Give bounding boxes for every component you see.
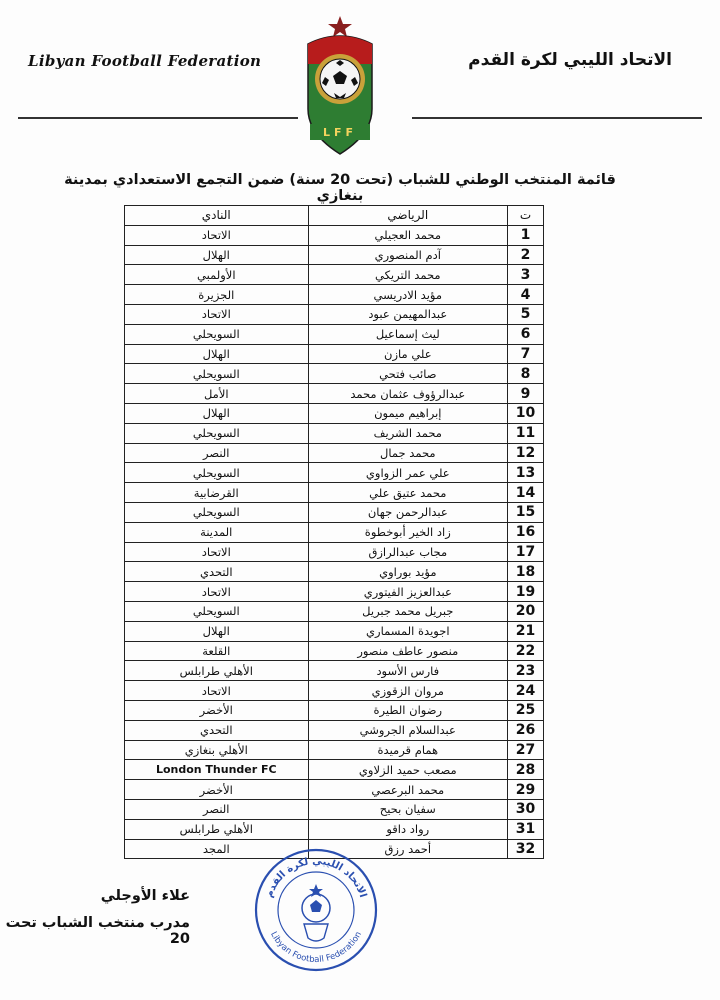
club-name: التحدي bbox=[125, 562, 309, 582]
table-row bbox=[125, 601, 544, 621]
club-name: الاتحاد bbox=[125, 225, 309, 245]
player-name: عبدالسلام الجروشي bbox=[308, 720, 507, 740]
club-name: الأخضر bbox=[125, 780, 309, 800]
row-number: 13 bbox=[508, 463, 544, 483]
player-name: أحمد رزق bbox=[308, 839, 507, 859]
table-row bbox=[125, 245, 544, 265]
row-number: 20 bbox=[508, 601, 544, 621]
player-name: رواد داقو bbox=[308, 819, 507, 839]
row-number: 23 bbox=[508, 661, 544, 681]
table-row bbox=[125, 384, 544, 404]
player-name: رضوان الطيرة bbox=[308, 700, 507, 720]
player-name: عبدالعزيز الفيتوري bbox=[308, 582, 507, 602]
club-name: النصر bbox=[125, 443, 309, 463]
row-number: 2 bbox=[508, 245, 544, 265]
table-row bbox=[125, 225, 544, 245]
row-number: 16 bbox=[508, 522, 544, 542]
player-name: محمد عتيق علي bbox=[308, 483, 507, 503]
club-name: التحدي bbox=[125, 720, 309, 740]
table-row bbox=[125, 661, 544, 681]
row-number: 19 bbox=[508, 582, 544, 602]
table-row bbox=[125, 364, 544, 384]
club-name: الأهلي طرابلس bbox=[125, 661, 309, 681]
player-name: آدم المنصوري bbox=[308, 245, 507, 265]
table-row bbox=[125, 681, 544, 701]
federation-stamp bbox=[252, 846, 380, 974]
row-number: 5 bbox=[508, 304, 544, 324]
row-number: 22 bbox=[508, 641, 544, 661]
row-number: 11 bbox=[508, 423, 544, 443]
player-name: علي مازن bbox=[308, 344, 507, 364]
table-row bbox=[125, 423, 544, 443]
club-name: الاتحاد bbox=[125, 542, 309, 562]
table-row bbox=[125, 720, 544, 740]
row-number: 10 bbox=[508, 403, 544, 423]
table-header-row bbox=[125, 206, 544, 226]
table-row bbox=[125, 700, 544, 720]
row-number: 18 bbox=[508, 562, 544, 582]
club-name: الهلال bbox=[125, 403, 309, 423]
player-name: مروان الزقوزي bbox=[308, 681, 507, 701]
row-number: 4 bbox=[508, 285, 544, 305]
table-row bbox=[125, 502, 544, 522]
stamp-text-english: Libyan Football Federation bbox=[268, 930, 364, 966]
club-name: الأخضر bbox=[125, 700, 309, 720]
table-row bbox=[125, 324, 544, 344]
stamp-text-arabic: الاتحاد الليبي لكرة القدم bbox=[263, 855, 369, 900]
club-name: الجزيرة bbox=[125, 285, 309, 305]
table-row bbox=[125, 760, 544, 780]
table-row bbox=[125, 463, 544, 483]
coach-name: علاء الأوجلي bbox=[100, 888, 190, 904]
club-name: الاتحاد bbox=[125, 582, 309, 602]
club-name: القرضابية bbox=[125, 483, 309, 503]
table-row bbox=[125, 641, 544, 661]
club-name: السويحلي bbox=[125, 324, 309, 344]
player-name: ليث إسماعيل bbox=[308, 324, 507, 344]
header-divider-left bbox=[18, 117, 298, 119]
club-name: المجد bbox=[125, 839, 309, 859]
club-name: النصر bbox=[125, 799, 309, 819]
player-name: جبريل محمد جبريل bbox=[308, 601, 507, 621]
table-row bbox=[125, 562, 544, 582]
row-number: 9 bbox=[508, 384, 544, 404]
table-row bbox=[125, 740, 544, 760]
club-name: المدينة bbox=[125, 522, 309, 542]
row-number: 21 bbox=[508, 621, 544, 641]
document-title: قائمة المنتخب الوطني للشباب (تحت 20 سنة) ضمن التجمع الاستعدادي بمدينة بنغازي bbox=[64, 172, 616, 204]
table-row bbox=[125, 522, 544, 542]
federation-name-arabic: الاتحاد الليبي لكرة القدم bbox=[468, 50, 672, 70]
player-name: محمد البرعصي bbox=[308, 780, 507, 800]
federation-name-english: Libyan Football Federation bbox=[28, 52, 262, 70]
table-row bbox=[125, 285, 544, 305]
player-name: علي عمر الزواوي bbox=[308, 463, 507, 483]
club-name: السويحلي bbox=[125, 502, 309, 522]
row-number: 6 bbox=[508, 324, 544, 344]
table-row bbox=[125, 621, 544, 641]
player-name: عبدالرحمن جهان bbox=[308, 502, 507, 522]
player-name: مؤيد الادريسي bbox=[308, 285, 507, 305]
table-row bbox=[125, 582, 544, 602]
player-name: صائب فتحي bbox=[308, 364, 507, 384]
player-name: محمد جمال bbox=[308, 443, 507, 463]
player-name: عبدالمهيمن عبود bbox=[308, 304, 507, 324]
logo-initials: LFF bbox=[322, 126, 358, 139]
row-number: 17 bbox=[508, 542, 544, 562]
header-divider-right bbox=[412, 117, 702, 119]
club-name: London Thunder FC bbox=[125, 760, 309, 780]
player-name: عبدالرؤوف عثمان محمد bbox=[308, 384, 507, 404]
player-name: همام قرميدة bbox=[308, 740, 507, 760]
row-number: 7 bbox=[508, 344, 544, 364]
row-number: 27 bbox=[508, 740, 544, 760]
row-number: 31 bbox=[508, 819, 544, 839]
player-name: مؤيد بوراوي bbox=[308, 562, 507, 582]
row-number: 32 bbox=[508, 839, 544, 859]
player-name: اجويدة المسماري bbox=[308, 621, 507, 641]
column-header-number: ت bbox=[508, 206, 544, 226]
club-name: الهلال bbox=[125, 621, 309, 641]
row-number: 29 bbox=[508, 780, 544, 800]
table-row bbox=[125, 265, 544, 285]
row-number: 1 bbox=[508, 225, 544, 245]
club-name: الهلال bbox=[125, 344, 309, 364]
column-header-club: النادي bbox=[125, 206, 309, 226]
row-number: 25 bbox=[508, 700, 544, 720]
player-name: فارس الأسود bbox=[308, 661, 507, 681]
row-number: 15 bbox=[508, 502, 544, 522]
player-name: محمد الشريف bbox=[308, 423, 507, 443]
row-number: 3 bbox=[508, 265, 544, 285]
row-number: 24 bbox=[508, 681, 544, 701]
player-name: سفيان بحيح bbox=[308, 799, 507, 819]
row-number: 12 bbox=[508, 443, 544, 463]
row-number: 30 bbox=[508, 799, 544, 819]
table-row bbox=[125, 483, 544, 503]
club-name: الأولمبي bbox=[125, 265, 309, 285]
table-row bbox=[125, 542, 544, 562]
club-name: الأمل bbox=[125, 384, 309, 404]
table-row bbox=[125, 799, 544, 819]
player-name: إبراهيم ميمون bbox=[308, 403, 507, 423]
table-row bbox=[125, 819, 544, 839]
club-name: القلعة bbox=[125, 641, 309, 661]
club-name: السويحلي bbox=[125, 364, 309, 384]
row-number: 28 bbox=[508, 760, 544, 780]
table-row bbox=[125, 344, 544, 364]
coach-role: مدرب منتخب الشباب تحت 20 bbox=[5, 915, 190, 947]
club-name: الاتحاد bbox=[125, 681, 309, 701]
player-name: محمد العجيلي bbox=[308, 225, 507, 245]
table-row bbox=[125, 403, 544, 423]
club-name: السويحلي bbox=[125, 601, 309, 621]
club-name: الأهلي بنغازي bbox=[125, 740, 309, 760]
club-name: الهلال bbox=[125, 245, 309, 265]
player-name: مجاب عبدالرازق bbox=[308, 542, 507, 562]
column-header-player: الرياضي bbox=[308, 206, 507, 226]
player-name: مصعب حميد الزلاوي bbox=[308, 760, 507, 780]
club-name: السويحلي bbox=[125, 423, 309, 443]
table-row bbox=[125, 443, 544, 463]
row-number: 8 bbox=[508, 364, 544, 384]
row-number: 14 bbox=[508, 483, 544, 503]
club-name: السويحلي bbox=[125, 463, 309, 483]
player-name: زاد الخير أبوخطوة bbox=[308, 522, 507, 542]
player-name: محمد التريكي bbox=[308, 265, 507, 285]
club-name: الاتحاد bbox=[125, 304, 309, 324]
table-row bbox=[125, 304, 544, 324]
row-number: 26 bbox=[508, 720, 544, 740]
player-name: منصور عاطف منصور bbox=[308, 641, 507, 661]
table-row bbox=[125, 780, 544, 800]
lff-logo bbox=[300, 14, 380, 159]
roster-table bbox=[124, 205, 544, 859]
club-name: الأهلي طرابلس bbox=[125, 819, 309, 839]
